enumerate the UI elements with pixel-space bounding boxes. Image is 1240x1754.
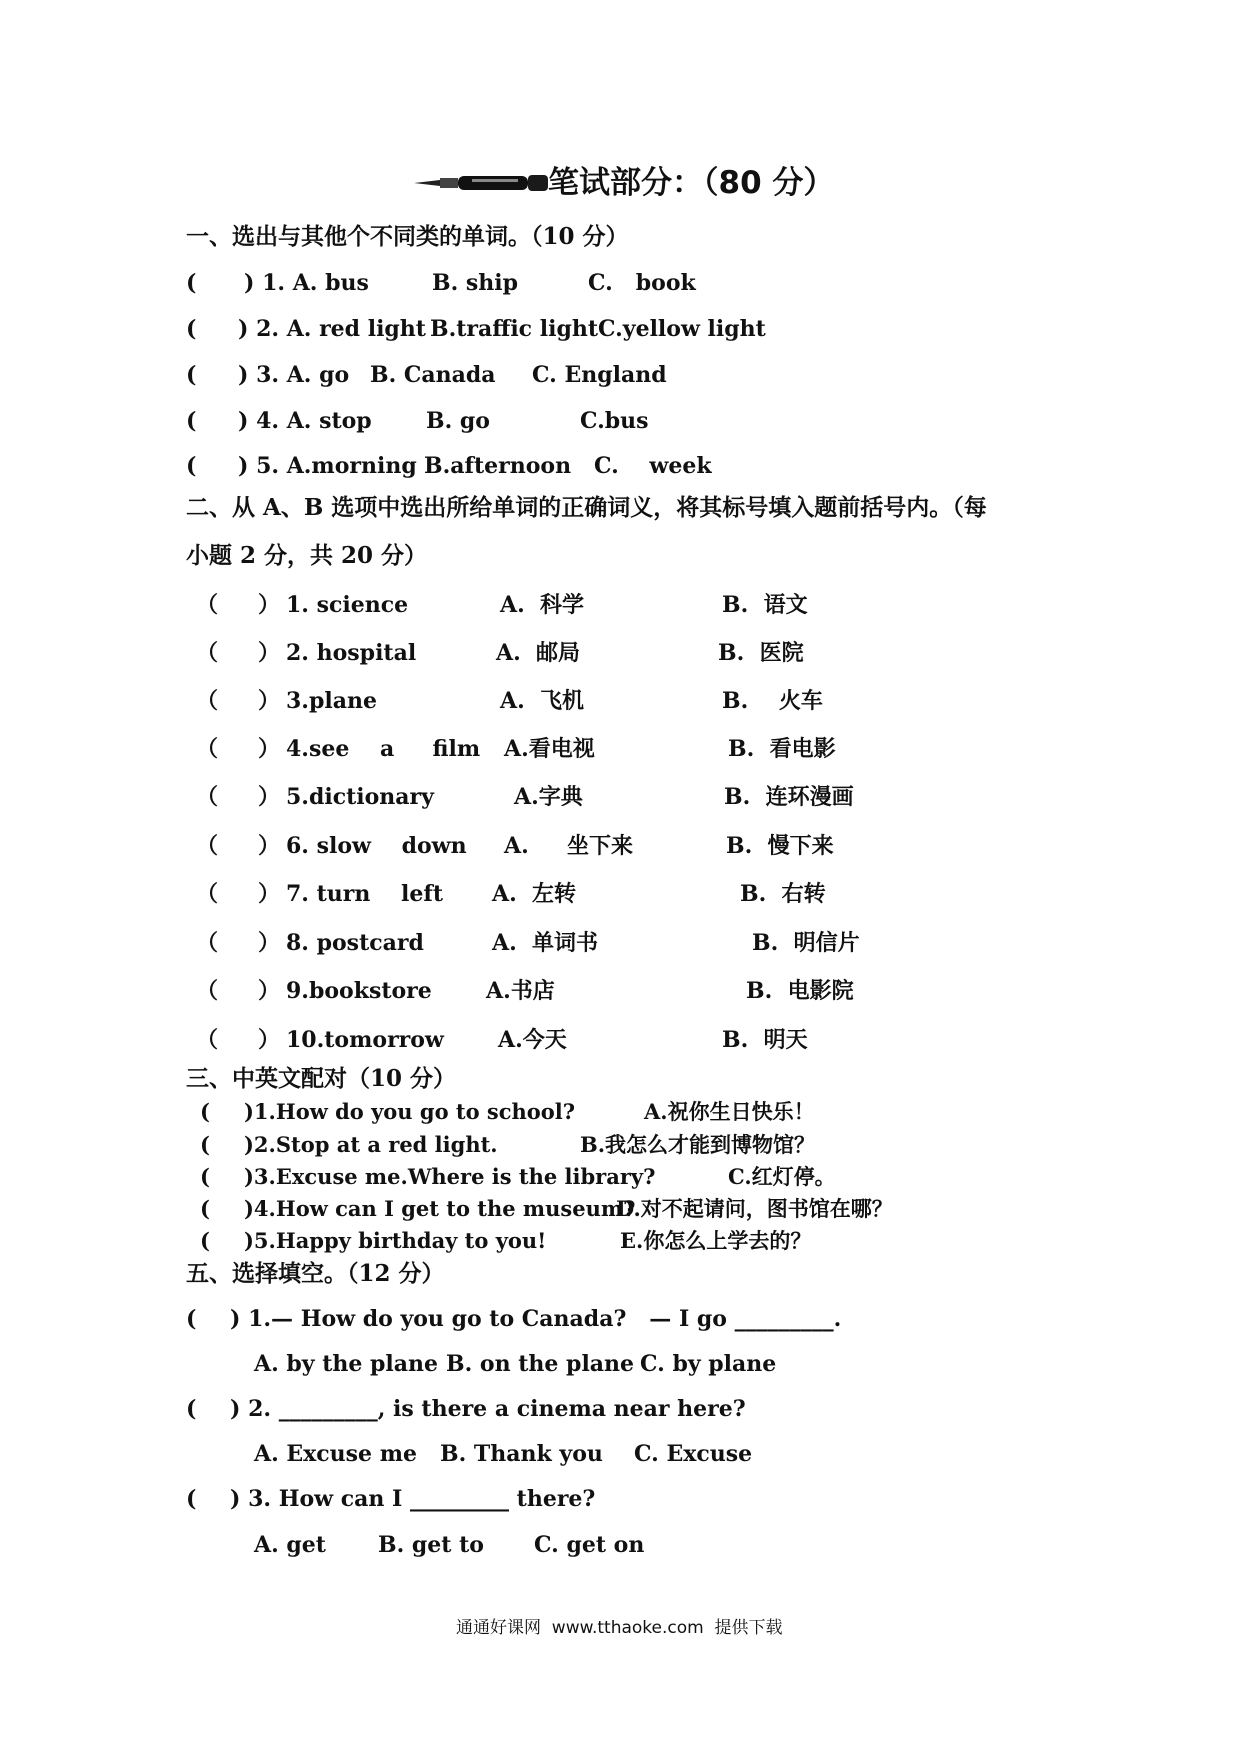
option-c: C. Excuse: [634, 1441, 753, 1467]
paren-open: (: [186, 270, 197, 296]
option-a: A. 飞机: [500, 688, 585, 714]
paren-close: ）: [258, 881, 281, 907]
option-b: B. 明信片: [752, 930, 860, 956]
option-a: A.看电视: [504, 736, 595, 762]
option-a: A. by the plane: [254, 1351, 439, 1377]
option-a: A. 左转: [492, 881, 577, 907]
option-a: A.字典: [514, 784, 583, 810]
option-b: B.afternoon: [424, 453, 572, 479]
option-c: C.bus: [580, 408, 649, 434]
word: 1. science: [286, 592, 409, 618]
question-text: ) 5. A.morning: [238, 453, 417, 479]
paren-open: (: [200, 1196, 210, 1221]
word: 7. turn left: [286, 881, 443, 907]
paren-close: ）: [258, 688, 281, 714]
option-b: B.traffic light: [430, 316, 598, 342]
answer-text: E.你怎么上学去的？: [620, 1228, 812, 1253]
section1-heading: 一、选出与其他个不同类的单词。（10 分）: [186, 223, 629, 250]
page-title: 笔试部分：（80 分）: [548, 165, 835, 201]
word: 8. postcard: [286, 930, 424, 956]
question-text: )1.How do you go to school?: [244, 1099, 576, 1124]
option-b: B. 电影院: [746, 978, 854, 1004]
question-text: ) 2. A. red light: [238, 316, 426, 342]
option-c: C. by plane: [640, 1351, 777, 1377]
question-text: )3.Excuse me.Where is the library?: [244, 1164, 656, 1189]
option-b: B. 火车: [722, 688, 823, 714]
question-text: ) 2. _________, is there a cinema near here?: [230, 1396, 746, 1422]
paren-open: （: [196, 640, 219, 666]
option-b: B. ship: [432, 270, 519, 296]
paren-open: (: [200, 1099, 210, 1124]
paren-close: ）: [258, 784, 281, 810]
word: 3.plane: [286, 688, 377, 714]
paren-open: （: [196, 736, 219, 762]
option-c: C.yellow light: [598, 316, 766, 342]
paren-open: （: [196, 688, 219, 714]
question-text: ) 3. How can I _________ there?: [230, 1486, 596, 1512]
option-b: B. 明天: [722, 1027, 808, 1053]
paren-open: (: [186, 362, 197, 388]
option-a: A. 坐下来: [504, 833, 634, 859]
question-text: )5.Happy birthday to you!: [244, 1228, 547, 1253]
section3-heading: 三、中英文配对（10 分）: [186, 1065, 457, 1092]
paren-open: （: [196, 978, 219, 1004]
option-b: B. go: [426, 408, 490, 434]
question-text: )4.How can I get to the museum?: [244, 1196, 636, 1221]
paren-close: ）: [258, 978, 281, 1004]
option-b: B. get to: [378, 1532, 484, 1558]
footer-text: 通通好课网 www.tthaoke.com 提供下载: [456, 1618, 783, 1638]
option-c: C. England: [532, 362, 667, 388]
paren-open: （: [196, 1027, 219, 1053]
paren-open: (: [200, 1132, 210, 1157]
word: 2. hospital: [286, 640, 417, 666]
word: 9.bookstore: [286, 978, 432, 1004]
option-a: A.今天: [498, 1027, 567, 1053]
paren-close: ）: [258, 736, 281, 762]
paren-open: (: [186, 408, 197, 434]
word: 6. slow down: [286, 833, 467, 859]
option-b: B. 语文: [722, 592, 808, 618]
paren-open: (: [186, 1306, 197, 1332]
section5-heading: 五、选择填空。（12 分）: [186, 1260, 445, 1287]
question-text: ) 1.— How do you go to Canada? — I go _________.: [230, 1306, 842, 1332]
question-text: ) 1. A. bus: [244, 270, 369, 296]
word: 4.see a film: [286, 736, 481, 762]
option-a: A. 单词书: [492, 930, 599, 956]
paren-close: ）: [258, 930, 281, 956]
option-b: B. 右转: [740, 881, 826, 907]
fountain-pen-icon: [412, 170, 552, 196]
paren-close: ）: [258, 1027, 281, 1053]
paren-close: ）: [258, 640, 281, 666]
paren-open: (: [200, 1228, 210, 1253]
paren-open: （: [196, 930, 219, 956]
paren-close: ）: [258, 592, 281, 618]
section2-heading-line1: 二、从 A、B 选项中选出所给单词的正确词义，将其标号填入题前括号内。（每: [186, 494, 987, 521]
paren-open: (: [186, 1396, 197, 1422]
option-b: B. 看电影: [728, 736, 836, 762]
paren-close: ）: [258, 833, 281, 859]
answer-text: B.我怎么才能到博物馆？: [580, 1132, 816, 1157]
paren-open: (: [186, 453, 197, 479]
paren-open: (: [200, 1164, 210, 1189]
paren-open: (: [186, 1486, 197, 1512]
question-text: )2.Stop at a red light.: [244, 1132, 498, 1157]
option-b: B. Canada: [370, 362, 496, 388]
paren-open: （: [196, 784, 219, 810]
option-a: A.书店: [486, 978, 555, 1004]
section2-heading-line2: 小题 2 分，共 20 分）: [186, 542, 428, 569]
answer-text: C.红灯停。: [728, 1164, 836, 1189]
option-b: B. on the plane: [446, 1351, 635, 1377]
question-text: ) 3. A. go: [238, 362, 350, 388]
question-text: ) 4. A. stop: [238, 408, 372, 434]
word: 10.tomorrow: [286, 1027, 444, 1053]
option-c: C. book: [588, 270, 696, 296]
paren-open: （: [196, 833, 219, 859]
option-b: B. 连环漫画: [724, 784, 854, 810]
option-b: B. 慢下来: [726, 833, 834, 859]
answer-text: D.对不起请问，图书馆在哪？: [616, 1196, 893, 1221]
paren-open: （: [196, 881, 219, 907]
answer-text: A.祝你生日快乐！: [644, 1099, 815, 1124]
paren-open: （: [196, 592, 219, 618]
paren-open: (: [186, 316, 197, 342]
option-a: A. Excuse me: [254, 1441, 417, 1467]
option-b: B. Thank you: [440, 1441, 603, 1467]
option-b: B. 医院: [718, 640, 804, 666]
option-a: A. 邮局: [496, 640, 581, 666]
option-c: C. week: [594, 453, 712, 479]
option-c: C. get on: [534, 1532, 645, 1558]
option-a: A. get: [254, 1532, 326, 1558]
option-a: A. 科学: [500, 592, 585, 618]
word: 5.dictionary: [286, 784, 434, 810]
